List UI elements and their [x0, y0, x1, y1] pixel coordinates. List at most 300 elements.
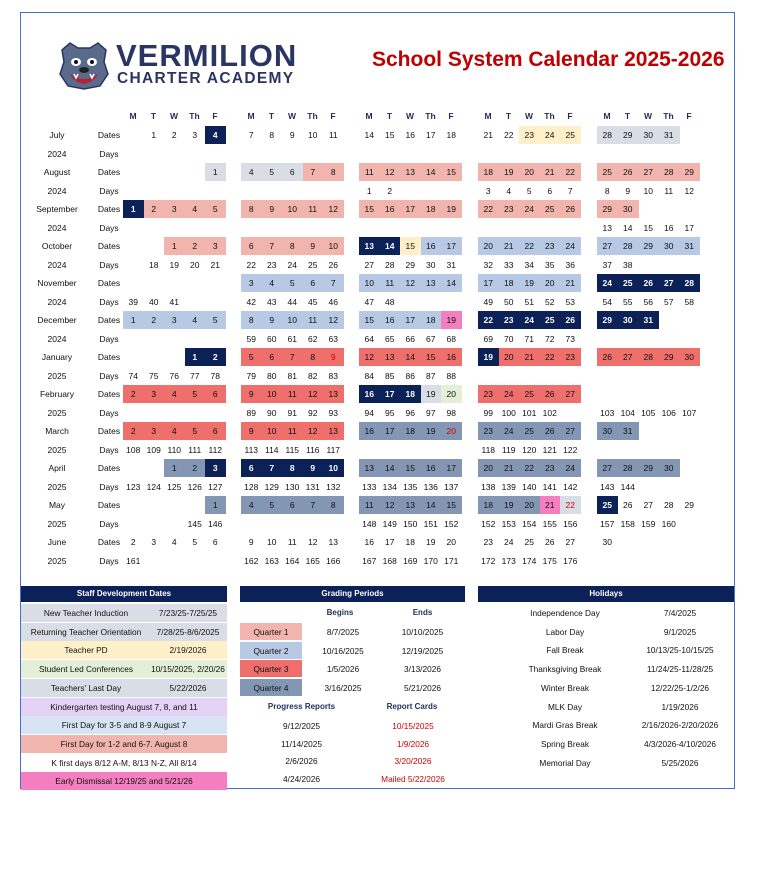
school-day-number: 56 — [643, 296, 653, 307]
date-cell: 9 — [248, 537, 254, 547]
school-day-number: 80 — [267, 370, 277, 381]
school-day-number: 130 — [285, 481, 300, 492]
school-day-number: 46 — [328, 296, 338, 307]
date-cell: 24 — [504, 537, 514, 547]
date-cell: 19 — [426, 389, 436, 399]
school-day-number: 77 — [190, 370, 200, 381]
school-day-number: 153 — [501, 518, 516, 529]
date-cell: 27 — [565, 537, 575, 547]
date-cell: 29 — [643, 463, 653, 473]
date-cell: 8 — [269, 130, 275, 140]
holiday-name: MLK Day — [547, 701, 583, 712]
staff-row-label: New Teacher Induction — [43, 608, 129, 618]
row-type-days: Days — [99, 185, 119, 196]
year-label: 2024 — [47, 222, 67, 233]
date-cell: 29 — [643, 241, 653, 251]
date-cell: 7 — [310, 167, 316, 177]
school-day-number: 145 — [187, 518, 202, 529]
weekday-header: F — [686, 111, 692, 121]
school-day-number: 134 — [382, 481, 397, 492]
date-cell: 5 — [212, 315, 218, 325]
school-day-number: 69 — [483, 333, 493, 344]
school-day-number: 139 — [501, 481, 516, 492]
date-cell: 11 — [385, 278, 395, 288]
school-day-number: 111 — [188, 444, 202, 455]
date-cell: 6 — [248, 241, 254, 251]
date-cell: 28 — [623, 241, 633, 251]
school-day-number: 70 — [504, 333, 514, 344]
school-day-number: 87 — [426, 370, 436, 381]
school-day-number: 28 — [385, 259, 395, 270]
date-cell: 28 — [664, 500, 674, 510]
school-day-number: 21 — [210, 259, 220, 270]
holiday-date: 7/4/2025 — [663, 608, 697, 618]
staff-row-value: 10/15/2025, 2/20/26 — [151, 664, 225, 675]
date-cell: 14 — [364, 130, 374, 140]
school-day-number: 93 — [328, 407, 338, 418]
date-cell: 3 — [151, 389, 157, 399]
quarter-name: Quarter 4 — [253, 682, 289, 693]
date-cell: 24 — [524, 204, 534, 214]
date-cell: 9 — [310, 463, 316, 473]
date-cell: 4 — [269, 278, 275, 288]
year-label: 2025 — [47, 407, 67, 418]
holiday-name: Memorial Day — [539, 757, 591, 768]
date-cell: 26 — [623, 500, 633, 510]
date-cell: 15 — [405, 463, 415, 473]
date-cell: 10 — [328, 463, 338, 473]
school-day-number: 43 — [267, 296, 277, 307]
school-day-number: 75 — [149, 370, 159, 381]
quarter-ends: 3/13/2026 — [404, 664, 441, 674]
school-day-number: 176 — [563, 555, 578, 566]
row-type-dates: Dates — [97, 241, 121, 251]
weekday-header: M — [247, 111, 255, 121]
date-cell: 22 — [565, 167, 575, 177]
date-cell: 5 — [192, 389, 198, 399]
school-day-number: 118 — [481, 444, 496, 455]
date-cell: 15 — [426, 352, 436, 362]
date-cell: 18 — [504, 278, 514, 288]
school-day-number: 97 — [426, 407, 436, 418]
date-cell: 13 — [328, 537, 338, 547]
date-cell: 11 — [364, 500, 374, 510]
school-day-number: 20 — [190, 259, 200, 270]
date-cell: 11 — [287, 426, 297, 436]
school-day-number: 40 — [149, 296, 159, 307]
date-cell: 8 — [289, 463, 295, 473]
date-cell: 20 — [483, 463, 493, 473]
date-cell: 15 — [364, 204, 374, 214]
date-cell: 25 — [524, 537, 534, 547]
row-type-dates: Dates — [97, 352, 121, 362]
date-cell: 22 — [483, 315, 493, 325]
date-cell: 31 — [664, 130, 674, 140]
date-cell: 26 — [545, 426, 555, 436]
date-cell: 24 — [504, 426, 514, 436]
school-day-number: 95 — [385, 407, 395, 418]
school-day-number: 48 — [385, 296, 395, 307]
month-label: May — [48, 500, 66, 510]
school-day-number: 132 — [326, 481, 341, 492]
date-cell: 6 — [289, 167, 295, 177]
school-day-number: 76 — [169, 370, 179, 381]
date-cell: 12 — [385, 167, 395, 177]
school-day-number: 142 — [563, 481, 578, 492]
school-day-number: 103 — [600, 407, 615, 418]
date-cell: 31 — [623, 426, 633, 436]
date-cell: 12 — [308, 537, 318, 547]
date-cell: 5 — [192, 537, 198, 547]
weekday-header: Th — [425, 111, 436, 121]
date-cell: 9 — [269, 204, 275, 214]
date-cell: 2 — [130, 537, 136, 547]
weekday-header: Th — [307, 111, 318, 121]
date-cell: 21 — [565, 278, 575, 288]
date-cell: 25 — [565, 130, 575, 140]
weekday-header: F — [212, 111, 218, 121]
row-type-days: Days — [99, 444, 119, 455]
date-cell: 4 — [192, 204, 198, 214]
school-day-number: 44 — [287, 296, 297, 307]
date-cell: 30 — [623, 315, 633, 325]
school-day-number: 115 — [285, 444, 300, 455]
school-day-number: 110 — [167, 444, 182, 455]
row-type-days: Days — [99, 333, 119, 344]
date-cell: 28 — [684, 278, 694, 288]
date-cell: 4 — [248, 167, 254, 177]
date-cell: 28 — [664, 167, 674, 177]
month-label: March — [45, 426, 69, 436]
row-type-dates: Dates — [97, 389, 121, 399]
quarter-ends: 5/21/2026 — [404, 682, 441, 693]
date-cell: 26 — [565, 315, 575, 325]
month-label: December — [37, 315, 77, 325]
date-cell: 20 — [504, 352, 514, 362]
quarter-ends: 10/10/2025 — [401, 627, 444, 637]
school-day-number: 136 — [423, 481, 438, 492]
date-cell: 26 — [565, 204, 575, 214]
date-cell: 2 — [171, 130, 177, 140]
date-cell: 26 — [602, 352, 612, 362]
date-cell: 19 — [504, 500, 514, 510]
school-day-number: 35 — [545, 259, 555, 270]
date-cell: 30 — [623, 204, 633, 214]
school-day-number: 60 — [267, 333, 277, 344]
date-cell: 20 — [524, 167, 534, 177]
date-cell: 4 — [171, 537, 177, 547]
school-day-number: 140 — [522, 481, 537, 492]
date-cell: 10 — [287, 204, 297, 214]
weekday-header: Th — [544, 111, 555, 121]
date-cell: 10 — [267, 537, 277, 547]
date-cell: 1 — [212, 500, 218, 510]
school-day-number: 1 — [366, 185, 372, 196]
date-cell: 22 — [483, 204, 493, 214]
school-day-number: 27 — [364, 259, 374, 270]
staff-row-value: 5/22/2026 — [169, 682, 207, 693]
date-cell: 19 — [446, 315, 456, 325]
weekday-header: W — [405, 111, 415, 121]
brand-name-line2: CHARTER ACADEMY — [117, 70, 295, 87]
date-cell: 17 — [405, 204, 415, 214]
date-cell: 16 — [426, 241, 436, 251]
date-cell: 1 — [212, 167, 218, 177]
holiday-date: 1/19/2026 — [661, 701, 699, 712]
date-cell: 18 — [405, 537, 415, 547]
date-cell: 4 — [171, 389, 177, 399]
date-cell: 23 — [483, 537, 493, 547]
school-day-number: 25 — [308, 259, 318, 270]
school-day-number: 74 — [128, 370, 138, 381]
report-card-date: 1/9/2026 — [396, 738, 430, 749]
weekday-header: F — [330, 111, 336, 121]
date-cell: 30 — [602, 537, 612, 547]
school-day-number: 47 — [364, 296, 374, 307]
date-cell: 1 — [130, 204, 136, 214]
school-day-number: 152 — [444, 518, 459, 529]
date-cell: 1 — [171, 241, 177, 251]
date-cell: 8 — [330, 167, 336, 177]
weekday-header: Th — [663, 111, 674, 121]
date-cell: 26 — [545, 537, 555, 547]
date-cell: 17 — [385, 389, 395, 399]
staff-development-header: Staff Development Dates — [21, 586, 227, 602]
school-day-number: 41 — [169, 296, 179, 307]
date-cell: 7 — [269, 463, 275, 473]
date-cell: 9 — [289, 130, 295, 140]
school-day-number: 117 — [326, 444, 341, 455]
school-day-number: 59 — [246, 333, 256, 344]
date-cell: 29 — [664, 352, 674, 362]
date-cell: 17 — [385, 537, 395, 547]
date-cell: 29 — [684, 500, 694, 510]
school-day-number: 53 — [565, 296, 575, 307]
school-day-number: 18 — [149, 259, 159, 270]
school-day-number: 30 — [426, 259, 436, 270]
date-cell: 8 — [310, 352, 316, 362]
date-cell: 11 — [308, 204, 318, 214]
school-day-number: 119 — [501, 444, 516, 455]
date-cell: 9 — [248, 389, 254, 399]
school-day-number: 81 — [287, 370, 297, 381]
date-cell: 12 — [308, 426, 318, 436]
date-cell: 2 — [192, 463, 198, 473]
date-cell: 5 — [269, 500, 275, 510]
holiday-date: 12/22/25-1/2/26 — [650, 682, 710, 693]
date-cell: 25 — [623, 278, 633, 288]
date-cell: 8 — [248, 315, 254, 325]
date-cell: 24 — [524, 315, 534, 325]
date-cell: 19 — [446, 204, 456, 214]
date-cell: 14 — [426, 500, 436, 510]
date-cell: 17 — [483, 278, 493, 288]
date-cell: 4 — [212, 130, 218, 140]
school-day-number: 172 — [481, 555, 496, 566]
school-day-number: 165 — [305, 555, 320, 566]
date-cell: 16 — [446, 352, 456, 362]
staff-row-label: First Day for 1-2 and 6-7. August 8 — [60, 738, 188, 749]
grading-begins-label: Begins — [326, 608, 354, 617]
date-cell: 10 — [328, 241, 338, 251]
month-label: June — [47, 537, 67, 547]
date-cell: 10 — [287, 315, 297, 325]
row-type-days: Days — [99, 148, 119, 159]
date-cell: 7 — [310, 500, 316, 510]
row-type-dates: Dates — [97, 167, 121, 177]
weekday-header: W — [524, 111, 534, 121]
school-day-number: 101 — [522, 407, 537, 418]
school-day-number: 71 — [524, 333, 534, 344]
date-cell: 17 — [405, 315, 415, 325]
date-cell: 23 — [483, 426, 493, 436]
date-cell: 16 — [364, 426, 374, 436]
date-cell: 26 — [545, 389, 555, 399]
date-cell: 23 — [565, 352, 575, 362]
school-day-number: 22 — [246, 259, 256, 270]
report-card-date: 10/15/2025 — [392, 721, 434, 731]
date-cell: 18 — [483, 500, 493, 510]
date-cell: 24 — [504, 389, 514, 399]
school-day-number: 167 — [362, 555, 377, 566]
school-day-number: 83 — [328, 370, 338, 381]
school-day-number: 131 — [305, 481, 320, 492]
date-cell: 28 — [643, 352, 653, 362]
date-cell: 10 — [308, 130, 318, 140]
school-day-number: 26 — [328, 259, 338, 270]
holiday-name: Independence Day — [530, 608, 600, 618]
date-cell: 11 — [328, 130, 338, 140]
date-cell: 13 — [328, 426, 338, 436]
school-day-number: 123 — [126, 481, 141, 492]
school-day-number: 17 — [684, 222, 694, 233]
school-day-number: 85 — [385, 370, 395, 381]
school-day-number: 100 — [501, 407, 516, 418]
month-label: September — [36, 204, 78, 214]
date-cell: 6 — [212, 537, 218, 547]
report-card-date: 3/20/2026 — [394, 756, 432, 766]
year-label: 2024 — [47, 148, 67, 159]
school-day-number: 96 — [405, 407, 415, 418]
date-cell: 11 — [287, 389, 297, 399]
date-cell: 26 — [623, 167, 633, 177]
date-cell: 25 — [602, 500, 612, 510]
holiday-name: Winter Break — [541, 682, 589, 693]
date-cell: 2 — [130, 389, 136, 399]
date-cell: 25 — [524, 389, 534, 399]
date-cell: 7 — [248, 130, 254, 140]
date-cell: 10 — [267, 389, 277, 399]
date-cell: 5 — [192, 426, 198, 436]
quarter-begins: 10/16/2025 — [322, 645, 364, 656]
month-label: July — [49, 130, 65, 140]
date-cell: 18 — [426, 315, 436, 325]
date-cell: 25 — [545, 204, 555, 214]
weekday-header: M — [603, 111, 611, 121]
date-cell: 24 — [565, 463, 575, 473]
date-cell: 20 — [446, 389, 456, 399]
staff-row-label: Teacher PD — [64, 645, 108, 656]
date-cell: 17 — [446, 463, 456, 473]
holiday-date: 4/3/2026-4/10/2026 — [644, 738, 716, 749]
date-cell: 25 — [524, 426, 534, 436]
date-cell: 11 — [308, 315, 318, 325]
date-cell: 21 — [524, 352, 534, 362]
date-cell: 30 — [684, 352, 694, 362]
school-day-number: 52 — [545, 296, 555, 307]
date-cell: 24 — [602, 278, 612, 288]
date-cell: 29 — [623, 130, 633, 140]
date-cell: 16 — [364, 537, 374, 547]
date-cell: 10 — [267, 426, 277, 436]
staff-row-label: Returning Teacher Orientation — [30, 626, 142, 637]
date-cell: 22 — [504, 130, 514, 140]
holiday-date: 11/24/25-11/28/25 — [646, 664, 714, 675]
date-cell: 17 — [446, 241, 456, 251]
row-type-dates: Dates — [97, 537, 121, 547]
school-day-number: 88 — [446, 370, 456, 381]
school-day-number: 163 — [264, 555, 279, 566]
date-cell: 16 — [385, 204, 395, 214]
date-cell: 6 — [310, 278, 316, 288]
school-day-number: 151 — [423, 518, 438, 529]
date-cell: 3 — [171, 204, 177, 214]
date-cell: 8 — [248, 204, 254, 214]
school-day-number: 5 — [526, 185, 532, 196]
date-cell: 22 — [524, 463, 534, 473]
date-cell: 19 — [426, 537, 436, 547]
row-type-dates: Dates — [97, 463, 121, 473]
date-cell: 23 — [545, 241, 555, 251]
staff-row-value: 2/19/2026 — [169, 645, 207, 656]
school-day-number: 157 — [600, 518, 615, 529]
date-cell: 5 — [248, 352, 254, 362]
date-cell: 27 — [602, 241, 612, 251]
date-cell: 4 — [192, 315, 198, 325]
date-cell: 22 — [565, 500, 575, 510]
date-cell: 10 — [364, 278, 374, 288]
date-cell: 18 — [446, 130, 456, 140]
school-day-number: 6 — [547, 185, 553, 196]
date-cell: 17 — [426, 130, 436, 140]
date-cell: 4 — [248, 500, 254, 510]
weekday-header: Th — [189, 111, 200, 121]
date-cell: 12 — [328, 315, 338, 325]
date-cell: 3 — [151, 426, 157, 436]
progress-report-date: 11/14/2025 — [281, 738, 322, 749]
date-cell: 2 — [130, 426, 136, 436]
date-cell: 1 — [192, 352, 198, 362]
date-cell: 12 — [308, 389, 318, 399]
school-day-number: 164 — [285, 555, 300, 566]
school-day-number: 29 — [405, 259, 415, 270]
school-day-number: 162 — [244, 555, 259, 566]
date-cell: 27 — [643, 167, 653, 177]
school-day-number: 68 — [446, 333, 456, 344]
date-cell: 27 — [623, 352, 633, 362]
year-label: 2025 — [47, 444, 67, 455]
school-day-number: 42 — [246, 296, 256, 307]
date-cell: 2 — [212, 352, 218, 362]
school-day-number: 64 — [364, 333, 374, 344]
date-cell: 17 — [385, 426, 395, 436]
date-cell: 16 — [426, 463, 436, 473]
school-day-number: 14 — [623, 222, 633, 233]
month-label: January — [41, 352, 73, 362]
holiday-date: 10/13/25-10/15/25 — [646, 645, 714, 656]
school-day-number: 121 — [542, 444, 557, 455]
date-cell: 18 — [426, 204, 436, 214]
